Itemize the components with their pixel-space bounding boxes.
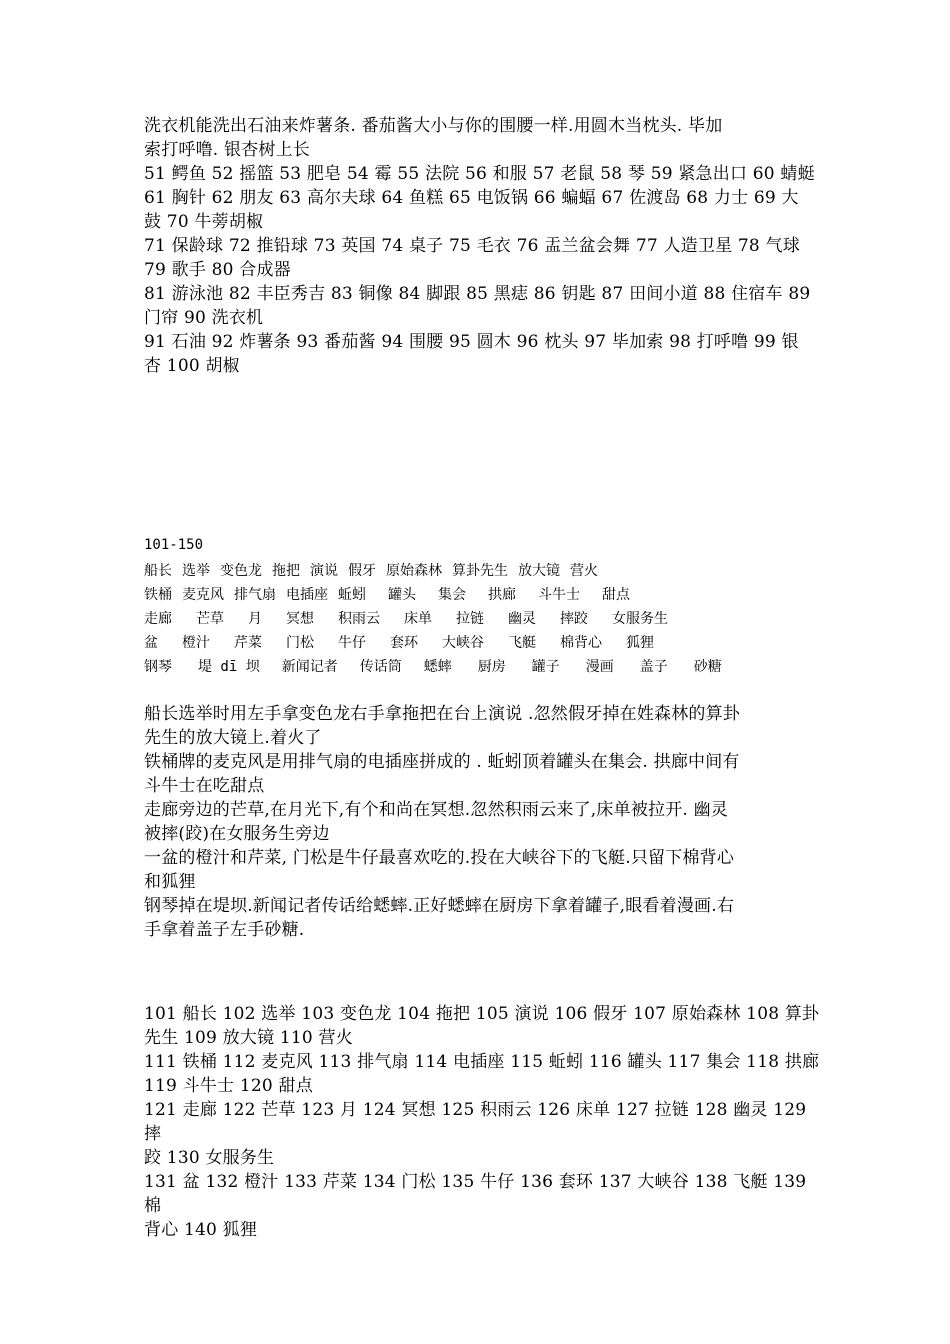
word-item: 甜点 — [602, 587, 630, 603]
text-line: 81 游泳池 82 丰臣秀吉 83 铜像 84 脚跟 85 黑痣 86 钥匙 87 田间小道 88 住宿车 89 — [144, 284, 811, 304]
word-item: 女服务生 — [612, 611, 668, 627]
text-line: 51 鳄鱼 52 摇篮 53 肥皂 54 霉 55 法院 56 和服 57 老鼠 58 琴 59 紧急出口 60 蜻蜓 — [144, 164, 815, 184]
text-line: 走廊旁边的芒草,在月光下,有个和尚在冥想.忽然积雨云来了,床单被拉开. 幽灵 — [144, 800, 729, 820]
text-line: 斗牛士在吃甜点 — [144, 776, 265, 796]
text-line: 111 铁桶 112 麦克风 113 排气扇 114 电插座 115 蚯蚓 116 罐头 117 集会 118 拱廊 — [144, 1052, 820, 1072]
word-item: 盖子 — [639, 659, 668, 675]
word-item: 选举 — [182, 563, 210, 579]
word-item: 芹菜 — [234, 635, 262, 651]
word-item: 橙汁 — [182, 635, 210, 651]
text-line: 洗衣机能洗出石油来炸薯条. 番茄酱大小与你的围腰一样.用圆木当枕头. 毕加 — [144, 116, 723, 136]
word-item: 飞艇 — [508, 635, 536, 651]
word-item: 放大镜 — [518, 563, 560, 579]
word-row — [144, 607, 824, 631]
word-row — [144, 559, 824, 583]
word-row — [144, 631, 824, 655]
word-row — [144, 583, 824, 607]
word-item: 冥想 — [286, 611, 314, 627]
word-item: 钢琴 — [144, 659, 172, 675]
memory-story-101-150 — [144, 702, 824, 942]
text-line: 91 石油 92 炸薯条 93 番茄酱 94 围腰 95 圆木 96 枕头 97 毕加索 98 打呼噜 99 银 — [144, 332, 799, 352]
text-line: 铁桶牌的麦克风是用排气扇的电插座拼成的 . 蚯蚓顶着罐头在集会. 拱廊中间有 — [144, 752, 740, 772]
word-item: 假牙 — [348, 563, 376, 579]
text-line: 101 船长 102 选举 103 变色龙 104 拖把 105 演说 106 假牙 107 原始森林 108 算卦 — [144, 1004, 820, 1024]
text-line: 杏 100 胡椒 — [144, 356, 240, 376]
text-line: 119 斗牛士 120 甜点 — [144, 1076, 313, 1096]
text-line: 鼓 70 牛蒡胡椒 — [144, 212, 264, 232]
text-line: 先生 109 放大镜 110 营火 — [144, 1028, 353, 1048]
word-item: 斗牛士 — [538, 587, 580, 603]
word-item: 套环 — [390, 635, 418, 651]
word-row — [144, 655, 824, 679]
word-item: 月 — [248, 611, 262, 627]
word-item: 狐狸 — [626, 635, 654, 651]
word-list-heading: 101-150 — [144, 537, 204, 553]
word-item: 芒草 — [196, 611, 224, 627]
word-item: 拉链 — [456, 611, 484, 627]
word-item: 电插座 — [286, 587, 328, 603]
word-item: 蟋蟀 — [423, 659, 452, 675]
word-item: 厨房 — [477, 659, 506, 675]
text-line: 和狐狸 — [144, 872, 196, 892]
word-item: 门松 — [286, 635, 314, 651]
text-line: 门帘 90 洗衣机 — [144, 308, 264, 328]
word-item: 算卦先生 — [452, 563, 508, 579]
word-item: 麦克风 — [182, 587, 224, 603]
word-item: 幽灵 — [508, 611, 536, 627]
text-line: 手拿着盖子左手砂糖. — [144, 920, 305, 940]
text-line: 跤 130 女服务生 — [144, 1148, 275, 1168]
text-line: 79 歌手 80 合成器 — [144, 260, 291, 280]
word-item: 传话筒 — [359, 659, 402, 675]
word-item: 砂糖 — [693, 659, 722, 675]
word-item: 走廊 — [144, 611, 172, 627]
memory-paragraph-51-100 — [144, 114, 824, 378]
text-line: 71 保龄球 72 推铅球 73 英国 74 桌子 75 毛衣 76 盂兰盆会舞 77 人造卫星 78 气球 — [144, 236, 800, 256]
word-item: 摔跤 — [560, 611, 588, 627]
word-item: 新闻记者 — [281, 659, 338, 675]
text-line: 索打呼噜. 银杏树上长 — [144, 140, 311, 160]
word-item: 演说 — [310, 563, 338, 579]
word-item: 床单 — [404, 611, 432, 627]
text-line: 一盆的橙汁和芹菜, 门松是牛仔最喜欢吃的.投在大峡谷下的飞艇.只留下棉背心 — [144, 848, 735, 868]
word-item: 船长 — [144, 563, 172, 579]
word-item: 漫画 — [585, 659, 614, 675]
text-line: 钢琴掉在堤坝.新闻记者传话给蟋蟀.正好蟋蟀在厨房下拿着罐子,眼看着漫画.右 — [144, 896, 735, 916]
word-item: 铁桶 — [144, 587, 172, 603]
numbered-list-101-140 — [144, 1002, 824, 1242]
word-item: 盆 — [144, 635, 158, 651]
word-item: 大峡谷 — [442, 635, 484, 651]
word-item: 拖把 — [272, 563, 300, 579]
word-item: 营火 — [570, 563, 598, 579]
text-line: 背心 140 狐狸 — [144, 1220, 258, 1240]
word-item: 变色龙 — [220, 563, 262, 579]
word-item: 罐子 — [531, 659, 560, 675]
word-item: 牛仔 — [338, 635, 366, 651]
text-line: 131 盆 132 橙汁 133 芹菜 134 门松 135 牛仔 136 套环 137 大峡谷 138 飞艇 139 棉 — [144, 1172, 807, 1216]
word-item: 拱廊 — [488, 587, 516, 603]
word-item: 蚯蚓 — [338, 587, 366, 603]
word-item: 棉背心 — [560, 635, 602, 651]
text-line: 先生的放大镜上.着火了 — [144, 728, 322, 748]
word-item: 堤 dī 坝 — [198, 659, 260, 675]
word-list-101-150 — [144, 536, 824, 679]
text-line: 船长选举时用左手拿变色龙右手拿拖把在台上演说 .忽然假牙掉在姓森林的算卦 — [144, 704, 741, 724]
word-item: 原始森林 — [386, 563, 442, 579]
text-line: 61 胸针 62 朋友 63 高尔夫球 64 鱼糕 65 电饭锅 66 蝙蝠 67 佐渡岛 68 力士 69 大 — [144, 188, 799, 208]
word-item: 积雨云 — [338, 611, 380, 627]
word-item: 罐头 — [388, 587, 416, 603]
text-line: 121 走廊 122 芒草 123 月 124 冥想 125 积雨云 126 床单 127 拉链 128 幽灵 129 摔 — [144, 1100, 807, 1144]
word-item: 排气扇 — [234, 587, 276, 603]
word-item: 集会 — [438, 587, 466, 603]
text-line: 被摔(跤)在女服务生旁边 — [144, 824, 330, 844]
